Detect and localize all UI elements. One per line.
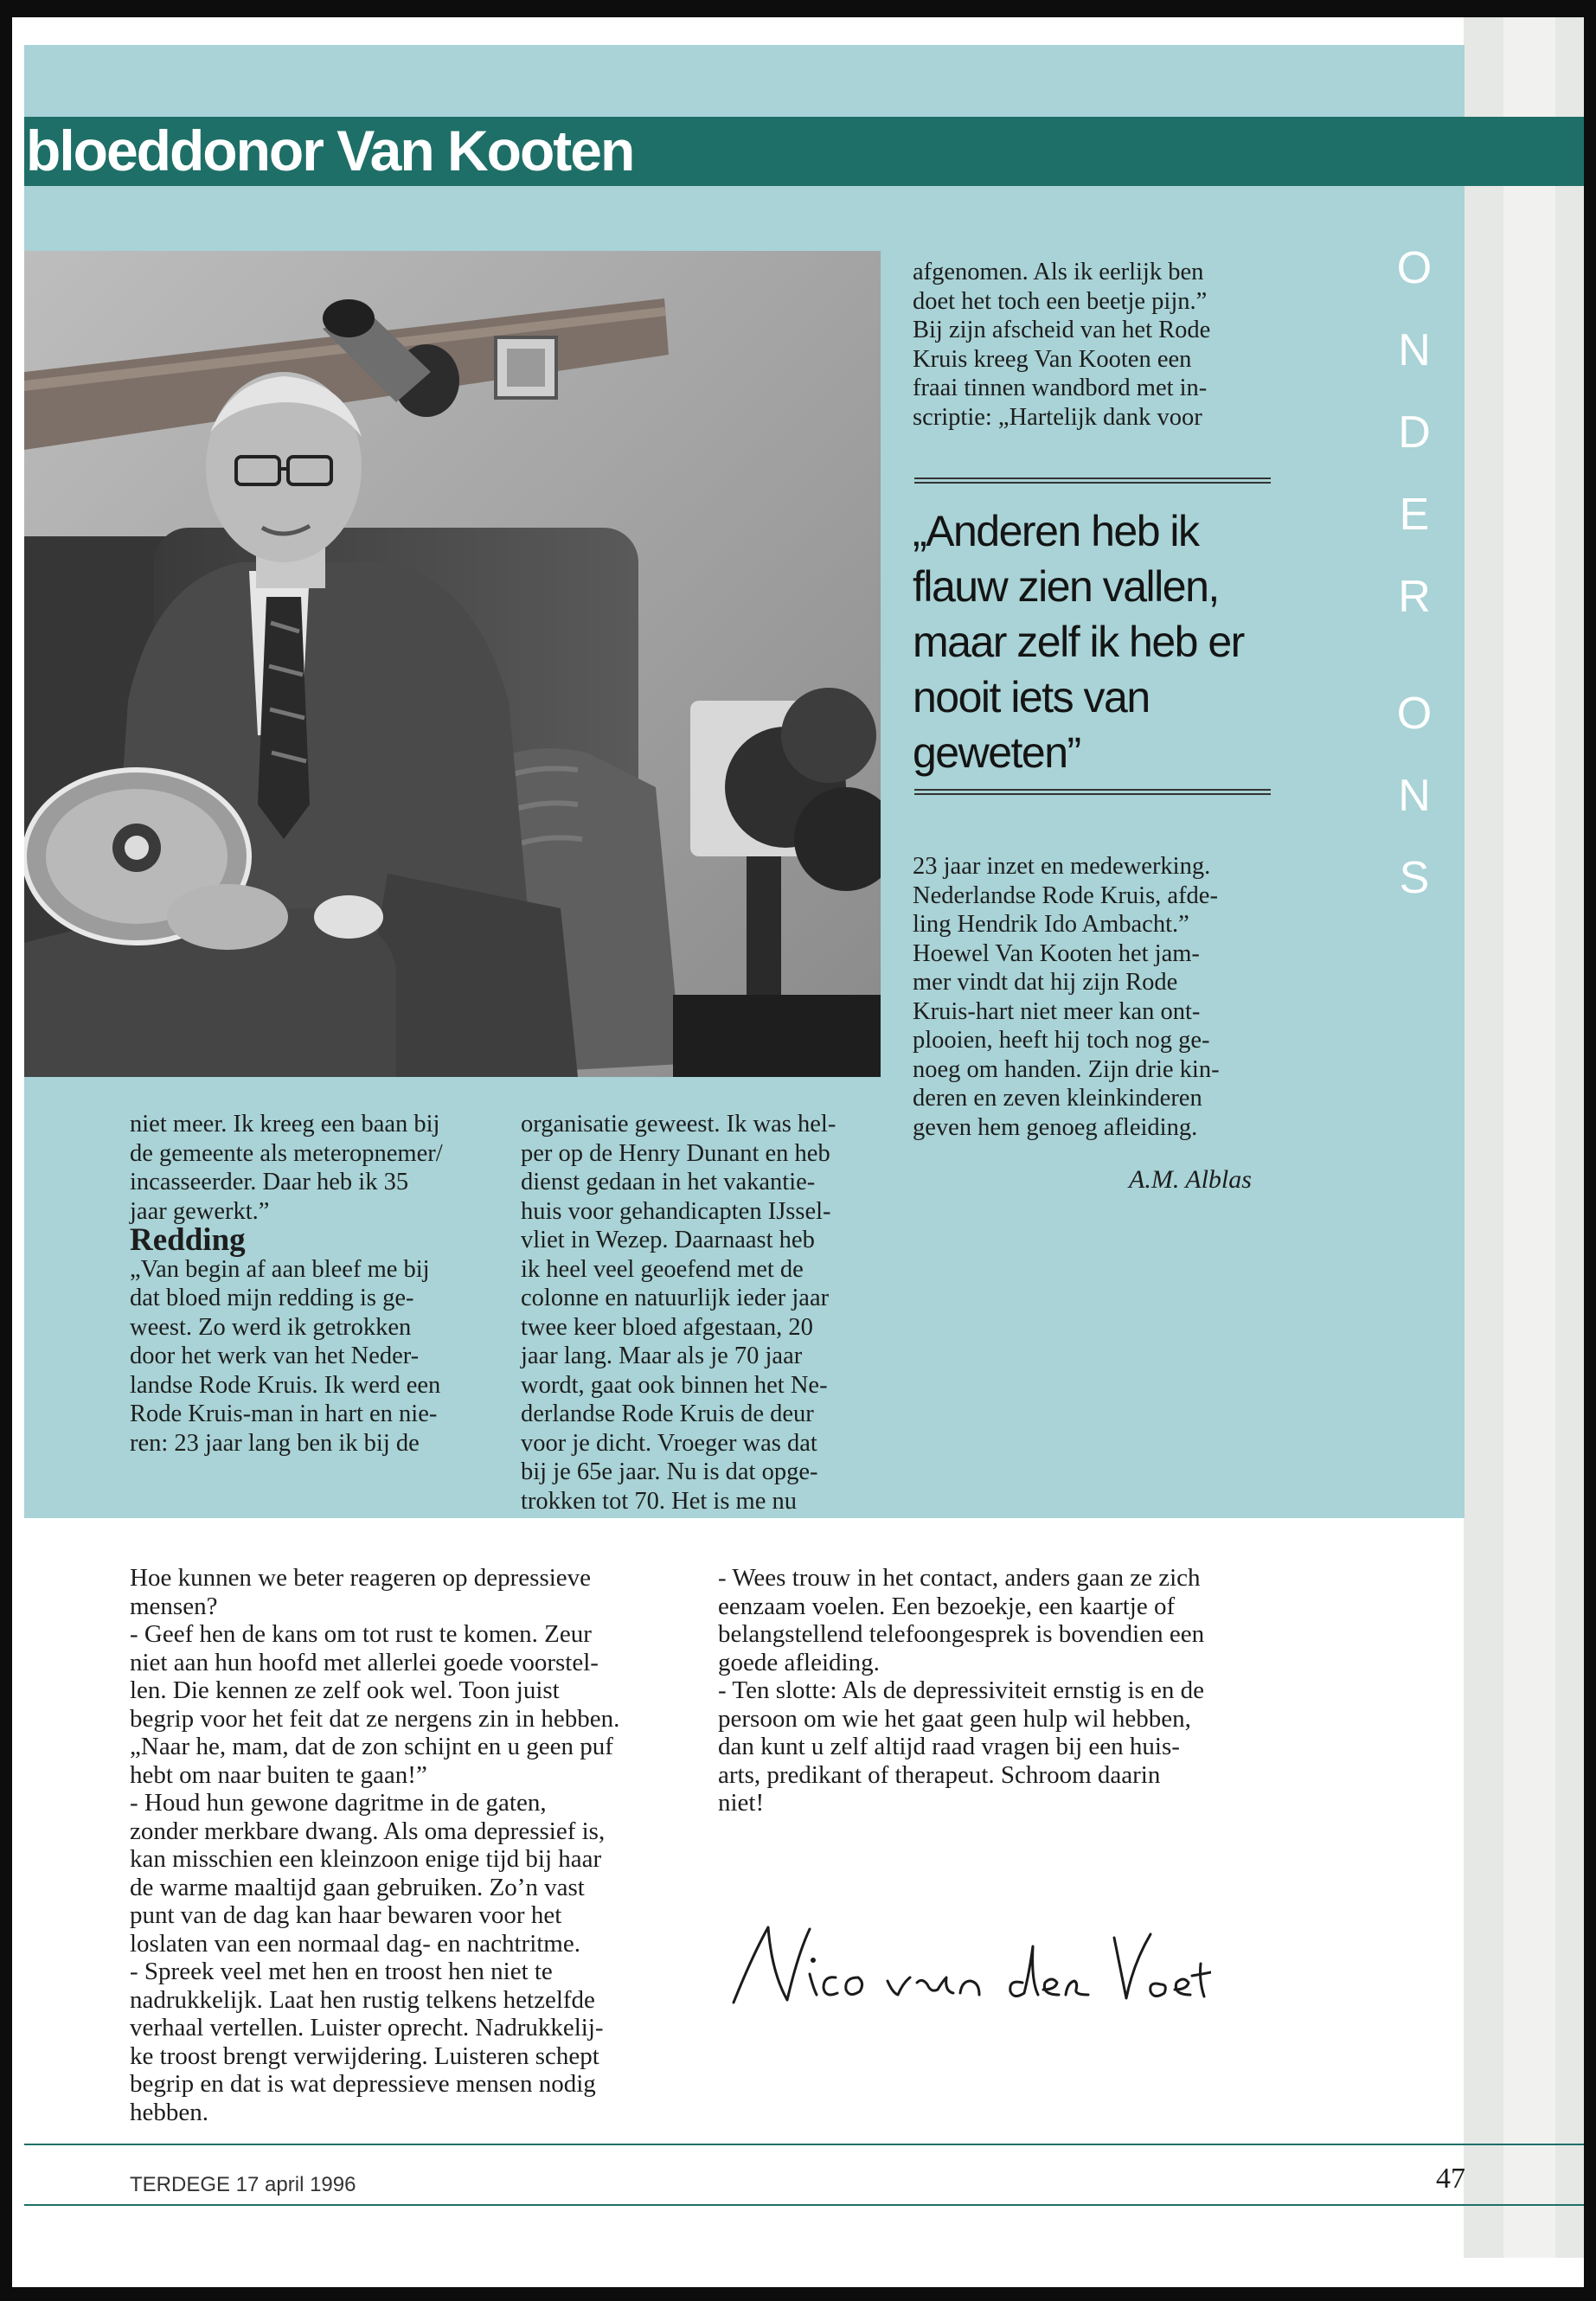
text-line: zonder merkbare dwang. Als oma depressief is, bbox=[130, 1817, 606, 1845]
text-line: afgenomen. Als ik eerlijk ben bbox=[913, 259, 1204, 285]
text-line: jaar lang. Maar als je 70 jaar bbox=[521, 1343, 803, 1369]
text-line: bij je 65e jaar. Nu is dat opge- bbox=[521, 1458, 818, 1485]
text-line: Kruis kreeg Van Kooten een bbox=[913, 345, 1192, 373]
text-line: belangstellend telefoongesprek is bovendien een bbox=[718, 1620, 1205, 1648]
text-line: dan kunt u zelf altijd raad vragen bij een huis- bbox=[718, 1733, 1180, 1760]
text-line: plooien, heeft hij toch nog ge- bbox=[913, 1027, 1210, 1054]
text-line: colonne en natuurlijk ieder jaar bbox=[521, 1285, 830, 1311]
text-line: vliet in Wezep. Daarnaast heb bbox=[521, 1227, 815, 1253]
text-line: Kruis-hart niet meer kan ont- bbox=[913, 997, 1201, 1025]
scan-border-right bbox=[1584, 0, 1596, 2301]
text-line: begrip voor het feit dat ze nergens zin in hebben. bbox=[130, 1704, 620, 1733]
text-line: persoon om wie het gaat geen hulp wil hebben, bbox=[718, 1704, 1191, 1733]
text-line: niet aan hun hoofd met allerlei goede voorstel- bbox=[130, 1648, 599, 1676]
text-line: scriptie: „Hartelijk dank voor bbox=[913, 403, 1202, 431]
section-label-letter: N bbox=[1398, 325, 1431, 375]
text-line: dienst gedaan in het vakantie- bbox=[521, 1169, 816, 1195]
text-line: landse Rode Kruis. Ik werd een bbox=[130, 1371, 441, 1399]
section-label-letter: O bbox=[1396, 689, 1433, 739]
text-line: door het werk van het Neder- bbox=[130, 1343, 420, 1369]
text-line: voor je dicht. Vroeger was dat bbox=[521, 1429, 817, 1457]
footer-rule-bottom bbox=[24, 2204, 1584, 2206]
text-line: ik heel veel geoefend met de bbox=[521, 1255, 804, 1283]
handwritten-signature bbox=[727, 1920, 1211, 2020]
text-line: - Houd hun gewone dagritme in de gaten, bbox=[130, 1789, 547, 1817]
section-label-letter: R bbox=[1398, 572, 1431, 622]
text-line: mer vindt dat hij zijn Rode bbox=[913, 969, 1178, 996]
text-line: hebben. bbox=[130, 2098, 208, 2126]
section-label-letter: N bbox=[1398, 771, 1431, 821]
text-line: - Ten slotte: Als de depressiviteit ernstig is en de bbox=[718, 1676, 1205, 1704]
text-line: de gemeente als meteropnemer/ bbox=[130, 1139, 443, 1167]
text-line: nadrukkelijk. Laat hen rustig telkens hetzelfde bbox=[130, 1985, 595, 2014]
text-line: Hoewel Van Kooten het jam- bbox=[913, 939, 1200, 967]
text-line: „Van begin af aan bleef me bij bbox=[130, 1255, 430, 1283]
text-line: niet meer. Ik kreeg een baan bij bbox=[130, 1111, 440, 1138]
text-line: verhaal vertellen. Luister oprecht. Nadrukkelij- bbox=[130, 2014, 604, 2041]
text-line: „Naar he, mam, dat de zon schijnt en u geen puf bbox=[130, 1733, 613, 1760]
text-line: weest. Zo werd ik getrokken bbox=[130, 1313, 412, 1341]
text-line: wordt, gaat ook binnen het Ne- bbox=[521, 1371, 828, 1399]
section-label-letter: S bbox=[1399, 853, 1430, 903]
text-line: Hoe kunnen we beter reageren op depressieve bbox=[130, 1564, 592, 1592]
text-line: Nederlandse Rode Kruis, afde- bbox=[913, 881, 1218, 909]
scan-border-bottom bbox=[0, 2287, 1596, 2301]
text-line: trokken tot 70. Het is me nu bbox=[521, 1487, 797, 1515]
text-line: huis voor gehandicapten IJssel- bbox=[521, 1197, 831, 1225]
text-line: Bij zijn afscheid van het Rode bbox=[913, 317, 1211, 343]
article-column-3-top bbox=[913, 258, 1285, 432]
text-line: mensen? bbox=[130, 1592, 218, 1620]
text-line: goede afleiding. bbox=[718, 1648, 880, 1676]
text-line: begrip en dat is wat depressieve mensen nodig bbox=[130, 2070, 596, 2098]
scan-border-top bbox=[0, 0, 1596, 17]
advice-column-right bbox=[718, 1564, 1272, 1817]
text-line: dat bloed mijn redding is ge- bbox=[130, 1285, 414, 1311]
text-line: doet het toch een beetje pijn.” bbox=[913, 287, 1208, 315]
text-line: ke troost brengt verwijdering. Luisteren schept bbox=[130, 2041, 599, 2070]
text-line: noeg om handen. Zijn drie kin- bbox=[913, 1055, 1220, 1083]
pull-quote: „Anderen heb ik flauw zien vallen, maar zelf ik heb er nooit iets van geweten” bbox=[913, 507, 1244, 777]
text-line: jaar gewerkt.” bbox=[130, 1197, 270, 1225]
quote-rule-bottom bbox=[914, 789, 1271, 795]
text-line: len. Die kennen ze zelf ook wel. Toon juist bbox=[130, 1676, 560, 1704]
signature-drawing bbox=[727, 1920, 1211, 2016]
footer-rule-top bbox=[24, 2144, 1584, 2145]
text-line: de warme maaltijd gaan gebruiken. Zo’n vast bbox=[130, 1873, 585, 1901]
article-title: bloeddonor Van Kooten bbox=[26, 119, 634, 183]
author-credit: A.M. Alblas bbox=[1129, 1165, 1252, 1194]
text-line: deren en zeven kleinkinderen bbox=[913, 1085, 1202, 1112]
text-line: loslaten van een normaal dag- en nachtritme. bbox=[130, 1929, 580, 1958]
publication-footer: TERDEGE 17 april 1996 bbox=[130, 2173, 356, 2196]
photo-illustration bbox=[24, 251, 881, 1077]
text-line: twee keer bloed afgestaan, 20 bbox=[521, 1313, 813, 1341]
section-subhead: Redding bbox=[130, 1222, 246, 1258]
text-line: punt van de dag kan haar bewaren voor het bbox=[130, 1901, 562, 1929]
section-label-letter: O bbox=[1396, 243, 1433, 293]
text-line: kan misschien een kleinzoon enige tijd bij haar bbox=[130, 1845, 602, 1873]
article-photo bbox=[24, 251, 881, 1077]
text-line: derlandse Rode Kruis de deur bbox=[521, 1400, 814, 1427]
page-number: 47 bbox=[1436, 2163, 1465, 2195]
quote-rule-top bbox=[914, 478, 1271, 484]
text-line: per op de Henry Dunant en heb bbox=[521, 1139, 830, 1167]
article-column-2 bbox=[521, 1110, 893, 1516]
article-column-1 bbox=[130, 1110, 502, 1458]
text-line: - Spreek veel met hen en troost hen niet te bbox=[130, 1958, 553, 1985]
text-line: incasseerder. Daar heb ik 35 bbox=[130, 1169, 409, 1195]
article-column-3-bottom bbox=[913, 852, 1285, 1142]
text-line: geven hem genoeg afleiding. bbox=[913, 1113, 1198, 1141]
advice-column-left bbox=[130, 1564, 683, 2126]
text-line: eenzaam voelen. Een bezoekje, een kaartje of bbox=[718, 1592, 1176, 1620]
scan-border-left bbox=[0, 0, 12, 2301]
text-line: niet! bbox=[718, 1789, 765, 1817]
text-line: arts, predikant of therapeut. Schroom daarin bbox=[718, 1760, 1161, 1789]
text-line: 23 jaar inzet en medewerking. bbox=[913, 853, 1211, 880]
text-line: ling Hendrik Ido Ambacht.” bbox=[913, 911, 1189, 938]
text-line: fraai tinnen wandbord met in- bbox=[913, 375, 1208, 401]
text-line: organisatie geweest. Ik was hel- bbox=[521, 1111, 836, 1138]
text-line: Rode Kruis-man in hart en nie- bbox=[130, 1400, 438, 1427]
text-line: - Geef hen de kans om tot rust te komen. Zeur bbox=[130, 1620, 592, 1648]
section-label-letter: D bbox=[1398, 407, 1431, 458]
text-line: - Wees trouw in het contact, anders gaan ze zich bbox=[718, 1564, 1201, 1592]
section-label-letter: E bbox=[1399, 490, 1430, 540]
page-edge-strip-light bbox=[1503, 17, 1555, 2258]
text-line: ren: 23 jaar lang ben ik bij de bbox=[130, 1429, 420, 1457]
text-line: hebt om naar buiten te gaan!” bbox=[130, 1760, 427, 1789]
